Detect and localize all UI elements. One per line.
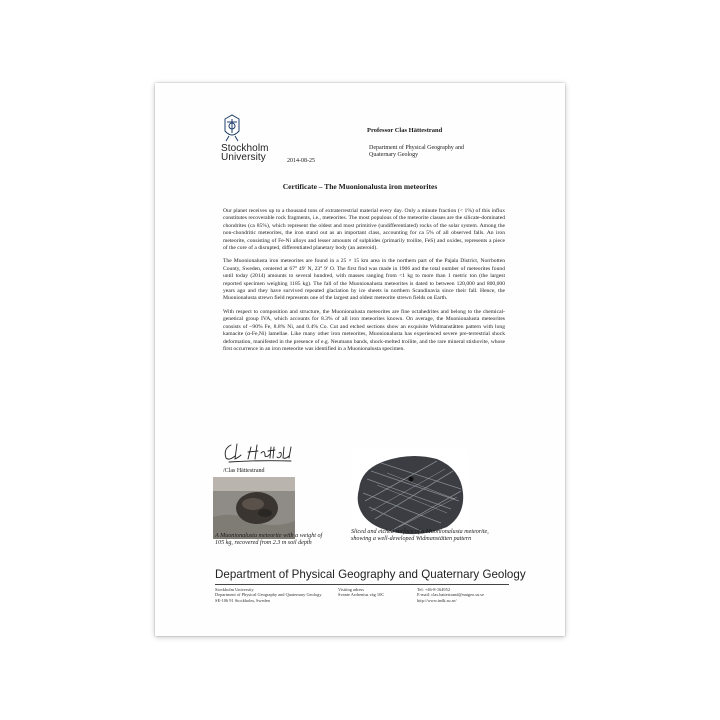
department-line-2: Quaternary Geology (369, 152, 419, 158)
address-line: Department of Physical Geography and Quaternary Geology (215, 592, 322, 598)
author-department (369, 145, 529, 159)
university-line-2: University (221, 152, 266, 163)
footer-divider (215, 584, 509, 585)
etched-meteorite-slice-photo (351, 449, 469, 539)
handwritten-signature (221, 439, 321, 465)
author-name: Professor Clas Hättestrand (367, 127, 443, 134)
certificate-page (155, 83, 565, 636)
footer-department: Department of Physical Geography and Quaternary Geology (215, 568, 526, 581)
contact-email: E-mail: clas.hattestrand@natgeo.su.se (417, 592, 484, 598)
footer-contact (417, 587, 484, 603)
address-line: SE-106 91 Stockholm, Sweden (215, 597, 270, 603)
meteorite-photo (213, 477, 295, 539)
address-line: Stockholm University (215, 587, 254, 592)
letter-date: 2014-08-25 (287, 158, 315, 164)
footer-visiting (338, 587, 384, 598)
university-line-1: Stockholm (221, 143, 269, 154)
paragraph-location: The Muonionalusta iron meteorites are found in a 25 × 15 km area in the northern part of the Pajala District, Norrbotten County, Sweden, centered at 67° 49′ N, 23° 9′ O. The first find was made in 1906 and the total number of meteorites found until today (2014) amounts to several hundred, with masses ranging from <1 kg to more than 1 metric ton (the largest reported specimen weighing 1185 kg). The fall of the Muonionalusta meteorites is dated to between 120,000 and 800,000 years ago and they have survived repeated glaciation by ice sheets in northern Scandinavia since their fall. Hence, the Muonionalusta strewn field represents one of the largest and oldest meteorite strewn fields on Earth. (223, 258, 505, 302)
small-photo-caption: A Muonionalusta meteorite with a weight of 105 kg, recovered from 2.3 m soil depth (215, 533, 323, 547)
paragraph-composition: With respect to composition and structure, the Muonionalusta meteorites are fine octahedrites and belong to the chemical-genetical group IVA, which accounts for 8.3% of all iron meteorites known. On average, the Muonionalusta meteorites consists of ~90% Fe, 8.8% Ni, and 0.4% Co. Cut and etched sections show an exquisite Widmanstätten pattern with long kamacite (α-Fe,Ni) lamellae. Like many other iron meteorites, Muonionalusta has experienced severe pre-terrestrial shock deformation, manifested in the presence of e.g. Neumann bands, shock-melted troilite, and the rare mineral stishovite, whose first occurrence in an iron meteorite was identified in a Muonionalusta specimen. (223, 308, 505, 352)
department-line-1: Department of Physical Geography and (369, 145, 464, 151)
university-crest-icon (221, 113, 263, 145)
paragraph-intro: Our planet receives up to a thousand tons of extraterrestrial material every day. Only a minute fraction (< 1%) of this influx constitutes recoverable rock fragments, i.e., meteorites. The most populous of the meteorite classes are the silicate-dominated chondrites (ca 85%), which represent the oldest and most primitive (undifferentiated) rocks of the solar system. Among the non-chondritic meteorites, the iron stand out as an important class, accounting for ca 5% of all observed falls. An iron meteorite, consisting of Fe-Ni alloys and lesser amounts of sulphides (primarily troilite, FeS) and oxides, represents a piece of the core of a disrupted, differentiated planetary body (an asteroid). (223, 208, 505, 252)
large-photo-caption: Sliced and etched surface of a Muonionalusta meteorite, showing a well-developed Widmanstätten pattern (351, 529, 489, 543)
contact-website: http://www.indk.su.se/ (417, 597, 457, 603)
visiting-address: Svante Arrhenius väg 10C (338, 592, 385, 598)
contact-phone: Tel: +46-8-164952 (417, 587, 451, 592)
university-name (221, 144, 269, 162)
certificate-body (223, 208, 505, 359)
visiting-label: Visiting adress (338, 587, 364, 592)
certificate-title: Certificate – The Muonionalusta iron meteorites (282, 182, 438, 191)
footer-address (215, 587, 322, 603)
signature-name: /Clas Hättestrand (223, 468, 265, 474)
